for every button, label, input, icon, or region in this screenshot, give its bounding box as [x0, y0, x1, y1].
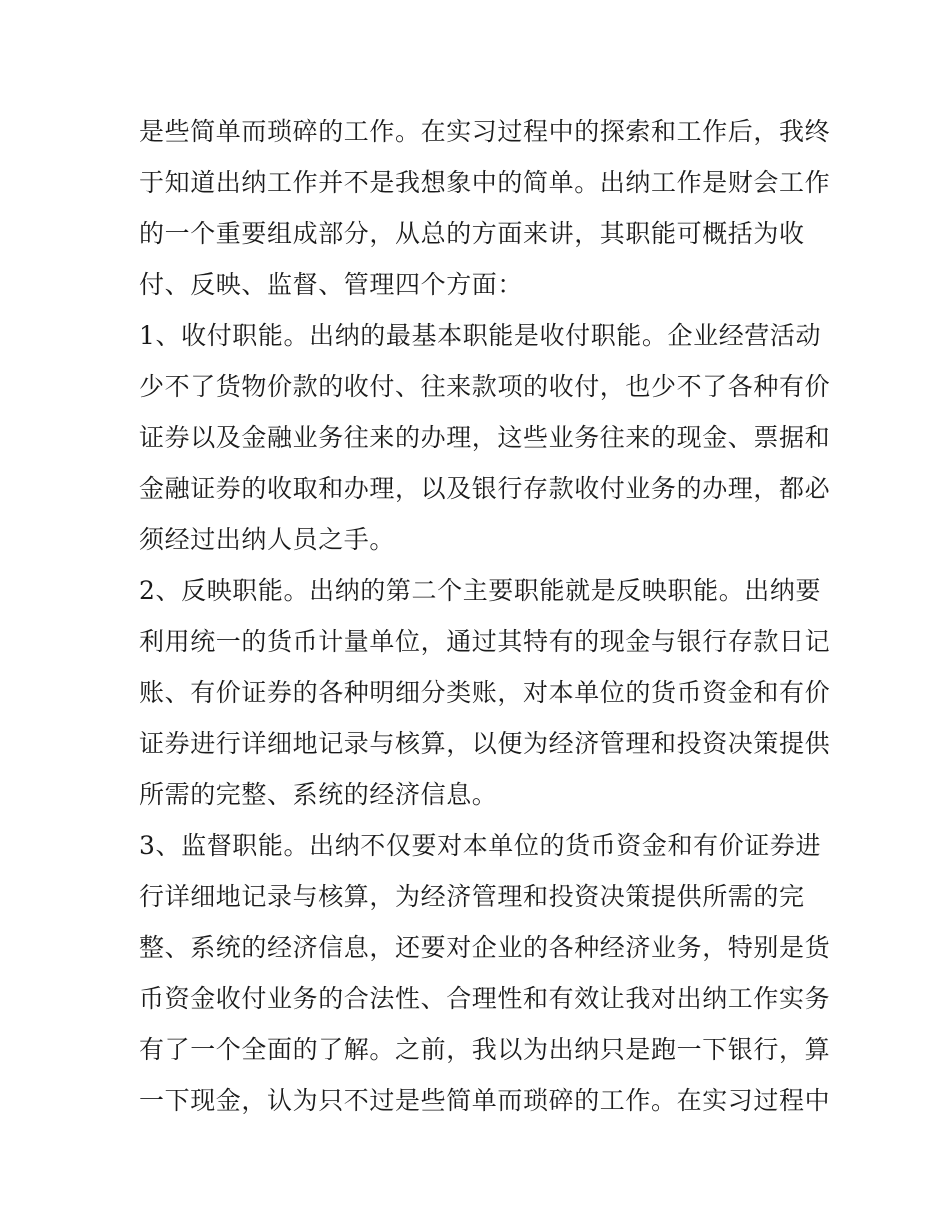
- text-line: 有了一个全面的了解。之前，我以为出纳只是跑一下银行，算: [139, 1035, 831, 1064]
- text-line: 金融证券的收取和办理，以及银行存款收付业务的办理，都必: [139, 474, 831, 503]
- text-line: 付、反映、监督、管理四个方面：: [139, 270, 524, 299]
- text-line: 整、系统的经济信息，还要对企业的各种经济业务，特别是货: [139, 933, 831, 962]
- text-line: 2、反映职能。出纳的第二个主要职能就是反映职能。出纳要: [139, 576, 822, 605]
- text-line: 少不了货物价款的收付、往来款项的收付，也少不了各种有价: [139, 372, 831, 401]
- text-line: 利用统一的货币计量单位，通过其特有的现金与银行存款日记: [139, 627, 831, 656]
- text-line: 证券进行详细地记录与核算，以便为经济管理和投资决策提供: [139, 729, 831, 758]
- text-line: 证券以及金融业务往来的办理，这些业务往来的现金、票据和: [139, 423, 831, 452]
- text-line: 是些简单而琐碎的工作。在实习过程中的探索和工作后，我终: [139, 117, 831, 146]
- text-line: 所需的完整、系统的经济信息。: [139, 780, 498, 809]
- text-line: 的一个重要组成部分，从总的方面来讲，其职能可概括为收: [139, 219, 805, 248]
- text-line: 须经过出纳人员之手。: [139, 525, 396, 554]
- text-line: 账、有价证券的各种明细分类账，对本单位的货币资金和有价: [139, 678, 831, 707]
- text-line: 币资金收付业务的合法性、合理性和有效让我对出纳工作实务: [139, 984, 831, 1013]
- text-line: 于知道出纳工作并不是我想象中的简单。出纳工作是财会工作: [139, 168, 831, 197]
- text-line: 行详细地记录与核算，为经济管理和投资决策提供所需的完: [139, 882, 805, 911]
- text-line: 1、收付职能。出纳的最基本职能是收付职能。企业经营活动: [139, 321, 822, 350]
- text-line: 3、监督职能。出纳不仅要对本单位的货币资金和有价证券进: [139, 831, 822, 860]
- body-text: [139, 106, 831, 1126]
- text-line: 一下现金，认为只不过是些简单而琐碎的工作。在实习过程中: [139, 1086, 831, 1115]
